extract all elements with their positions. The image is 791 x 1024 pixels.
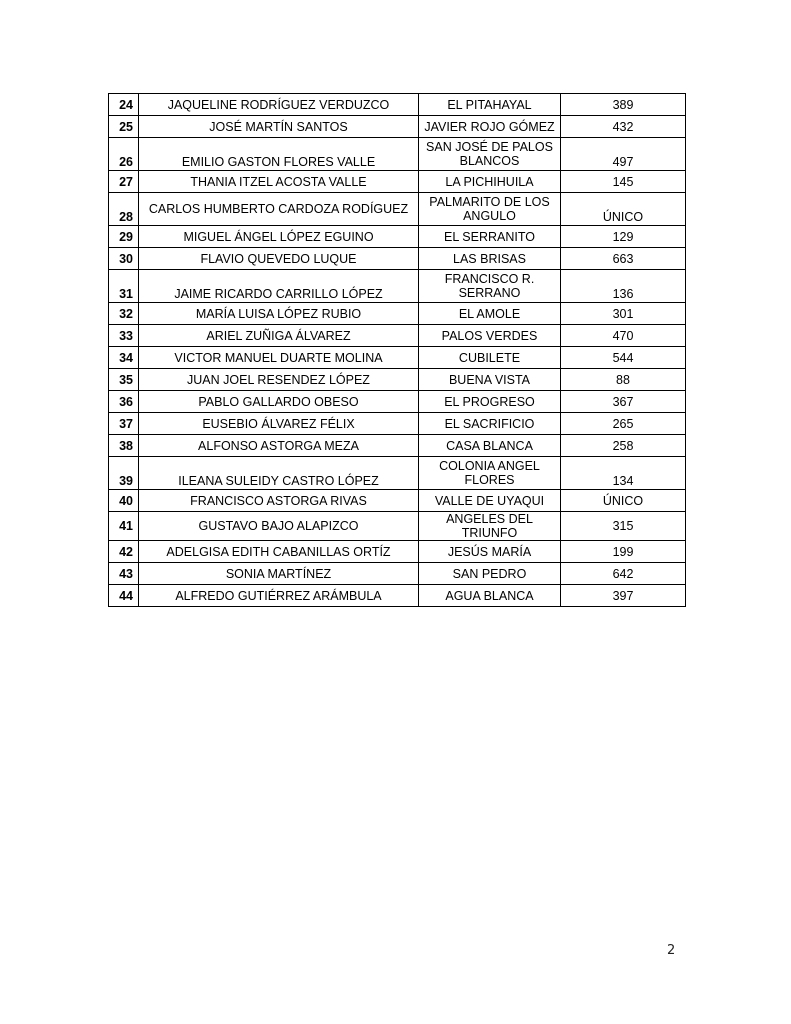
table-row (109, 303, 686, 325)
locality-code: 367 (561, 391, 686, 413)
row-number: 27 (109, 171, 139, 193)
person-name: GUSTAVO BAJO ALAPIZCO (139, 512, 419, 541)
locality-code: 134 (561, 457, 686, 490)
row-number: 28 (109, 193, 139, 226)
locality-code: 397 (561, 585, 686, 607)
locality-code: 315 (561, 512, 686, 541)
locality: JAVIER ROJO GÓMEZ (419, 116, 561, 138)
locality-code: 88 (561, 369, 686, 391)
table-row (109, 116, 686, 138)
locality: EL AMOLE (419, 303, 561, 325)
locality-code: ÚNICO (561, 193, 686, 226)
row-number: 43 (109, 563, 139, 585)
locality-code: 136 (561, 270, 686, 303)
person-name: ARIEL ZUÑIGA ÁLVAREZ (139, 325, 419, 347)
locality-code: 470 (561, 325, 686, 347)
locality-code: 145 (561, 171, 686, 193)
person-name: JAIME RICARDO CARRILLO LÓPEZ (139, 270, 419, 303)
table-row (109, 490, 686, 512)
locality: AGUA BLANCA (419, 585, 561, 607)
person-name: MARÍA LUISA LÓPEZ RUBIO (139, 303, 419, 325)
person-name: FLAVIO QUEVEDO LUQUE (139, 248, 419, 270)
row-number: 26 (109, 138, 139, 171)
page-number: 2 (667, 943, 676, 958)
row-number: 36 (109, 391, 139, 413)
person-name: VICTOR MANUEL DUARTE MOLINA (139, 347, 419, 369)
table-row (109, 435, 686, 457)
person-name: ALFONSO ASTORGA MEZA (139, 435, 419, 457)
table-row (109, 391, 686, 413)
person-name: JAQUELINE RODRÍGUEZ VERDUZCO (139, 94, 419, 116)
table-row (109, 226, 686, 248)
person-name: SONIA MARTÍNEZ (139, 563, 419, 585)
locality-code: 265 (561, 413, 686, 435)
person-name: ALFREDO GUTIÉRREZ ARÁMBULA (139, 585, 419, 607)
table-row (109, 541, 686, 563)
locality: JESÚS MARÍA (419, 541, 561, 563)
table-row (109, 563, 686, 585)
locality-code: 129 (561, 226, 686, 248)
person-name: PABLO GALLARDO OBESO (139, 391, 419, 413)
locality: SAN PEDRO (419, 563, 561, 585)
table-row (109, 585, 686, 607)
locality: EL PITAHAYAL (419, 94, 561, 116)
person-name: EMILIO GASTON FLORES VALLE (139, 138, 419, 171)
locality: EL PROGRESO (419, 391, 561, 413)
person-name: CARLOS HUMBERTO CARDOZA RODÍGUEZ (139, 193, 419, 226)
locality-code: 432 (561, 116, 686, 138)
table-row (109, 512, 686, 541)
locality-code: 642 (561, 563, 686, 585)
locality-code: 199 (561, 541, 686, 563)
table-row (109, 138, 686, 171)
table-row (109, 369, 686, 391)
person-name: ADELGISA EDITH CABANILLAS ORTÍZ (139, 541, 419, 563)
locality-code: 301 (561, 303, 686, 325)
row-number: 35 (109, 369, 139, 391)
person-name: EUSEBIO ÁLVAREZ FÉLIX (139, 413, 419, 435)
person-name: MIGUEL ÁNGEL LÓPEZ EGUINO (139, 226, 419, 248)
locality-code: 544 (561, 347, 686, 369)
row-number: 34 (109, 347, 139, 369)
locality: COLONIA ANGEL FLORES (419, 457, 561, 490)
locality: LA PICHIHUILA (419, 171, 561, 193)
table-row (109, 248, 686, 270)
row-number: 33 (109, 325, 139, 347)
row-number: 29 (109, 226, 139, 248)
locality: EL SERRANITO (419, 226, 561, 248)
locality: CUBILETE (419, 347, 561, 369)
locality: EL SACRIFICIO (419, 413, 561, 435)
locality-code: 663 (561, 248, 686, 270)
locality: CASA BLANCA (419, 435, 561, 457)
table-row (109, 347, 686, 369)
row-number: 30 (109, 248, 139, 270)
person-name: ILEANA SULEIDY CASTRO LÓPEZ (139, 457, 419, 490)
row-number: 24 (109, 94, 139, 116)
table-row (109, 193, 686, 226)
locality-code: 258 (561, 435, 686, 457)
person-name: THANIA ITZEL ACOSTA VALLE (139, 171, 419, 193)
locality: VALLE DE UYAQUI (419, 490, 561, 512)
row-number: 40 (109, 490, 139, 512)
row-number: 32 (109, 303, 139, 325)
person-name: JOSÉ MARTÍN SANTOS (139, 116, 419, 138)
row-number: 38 (109, 435, 139, 457)
locality: PALMARITO DE LOS ANGULO (419, 193, 561, 226)
table-row (109, 171, 686, 193)
locality-code: 497 (561, 138, 686, 171)
row-number: 42 (109, 541, 139, 563)
roster-table (108, 93, 686, 607)
row-number: 37 (109, 413, 139, 435)
person-name: JUAN JOEL RESENDEZ LÓPEZ (139, 369, 419, 391)
person-name: FRANCISCO ASTORGA RIVAS (139, 490, 419, 512)
locality-code: 389 (561, 94, 686, 116)
table-row (109, 270, 686, 303)
locality: LAS BRISAS (419, 248, 561, 270)
row-number: 39 (109, 457, 139, 490)
table-row (109, 325, 686, 347)
row-number: 31 (109, 270, 139, 303)
table-row (109, 457, 686, 490)
locality: BUENA VISTA (419, 369, 561, 391)
locality: SAN JOSÉ DE PALOS BLANCOS (419, 138, 561, 171)
table-row (109, 94, 686, 116)
row-number: 41 (109, 512, 139, 541)
locality-code: ÚNICO (561, 490, 686, 512)
row-number: 25 (109, 116, 139, 138)
locality: PALOS VERDES (419, 325, 561, 347)
locality: FRANCISCO R. SERRANO (419, 270, 561, 303)
row-number: 44 (109, 585, 139, 607)
locality: ANGELES DEL TRIUNFO (419, 512, 561, 541)
table-row (109, 413, 686, 435)
